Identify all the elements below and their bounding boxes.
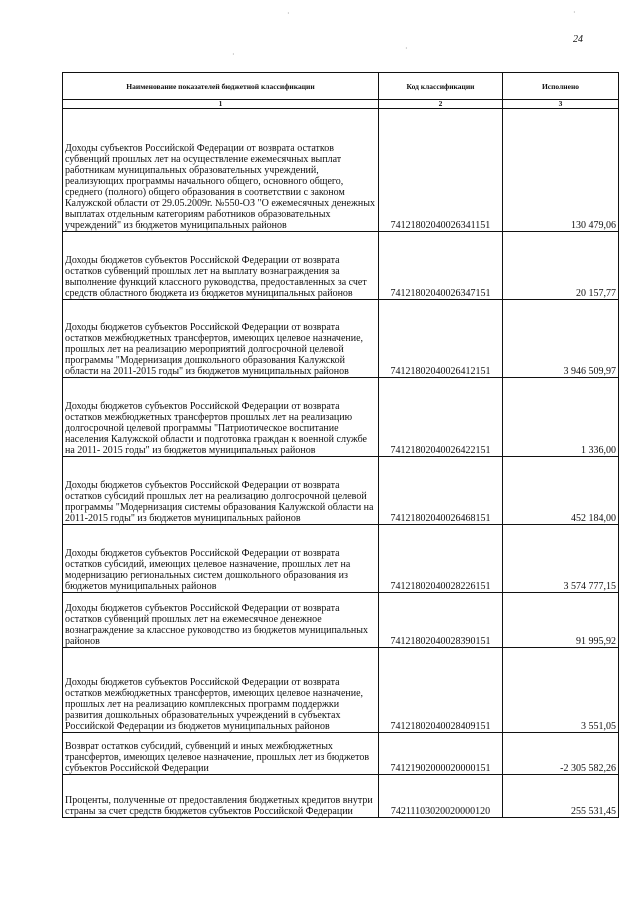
row-description xyxy=(63,648,379,733)
row-description-text: Доходы бюджетов субъектов Российской Федерации от возврата остатков субсидий, имеющих целевое назначение, прошлых лет на модернизацию региональных систем дошкольного образования из бюджетов муниципальных районов xyxy=(65,548,351,592)
row-description xyxy=(63,232,379,300)
row-description-text: Доходы бюджетов субъектов Российской Федерации от возврата остатков межбюджетных трансфертов, имеющих целевое назначение, прошлых лет на реализацию мероприятий долгосрочной целевой программы "Модернизация дошкольного образования Калужской области на 2011-2015 годы" из бюджетов муниципальных районов xyxy=(65,322,364,377)
row-code: 74211103020020000120 xyxy=(379,775,503,818)
column-number: 3 xyxy=(503,100,619,109)
row-description xyxy=(63,525,379,593)
scan-speck: · xyxy=(232,50,235,59)
row-description xyxy=(63,378,379,457)
row-amount: -2 305 582,26 xyxy=(503,733,619,775)
row-code: 74121902000020000151 xyxy=(379,733,503,775)
table-row xyxy=(63,525,619,593)
row-description xyxy=(63,457,379,525)
table-row xyxy=(63,378,619,457)
row-description xyxy=(63,109,379,232)
row-amount: 1 336,00 xyxy=(503,378,619,457)
table-header-row xyxy=(63,73,619,100)
row-description-text: Возврат остатков субсидий, субвенций и иных межбюджетных трансфертов, имеющих целевое назначение, прошлых лет из бюджетов субъектов Российской Федерации xyxy=(65,741,370,774)
column-number: 2 xyxy=(379,100,503,109)
row-amount: 3 551,05 xyxy=(503,648,619,733)
table-row xyxy=(63,300,619,378)
column-header-code: Код классификации xyxy=(379,73,503,100)
scan-speck: · xyxy=(573,8,576,17)
budget-report-table xyxy=(62,72,619,818)
row-code: 74121802040026412151 xyxy=(379,300,503,378)
table-row xyxy=(63,109,619,232)
row-description-text: Проценты, полученные от предоставления бюджетных кредитов внутри страны за счет средств бюджетов субъектов Российской Федерации xyxy=(65,795,373,817)
row-code: 74121802040026422151 xyxy=(379,378,503,457)
column-number: 1 xyxy=(63,100,379,109)
scan-speck: · xyxy=(405,44,408,53)
row-amount: 3 946 509,97 xyxy=(503,300,619,378)
table-row xyxy=(63,457,619,525)
row-code: 74121802040028409151 xyxy=(379,648,503,733)
row-description-text: Доходы субъектов Российской Федерации от возврата остатков субвенций прошлых лет на осуществление ежемесячных выплат работникам муниципальных образовательных учреждений, реализующих программы начального общего, основного общего, среднего (полного) общего образования в соответствии с законом Калужской области от 29.05.2009г. №550-ОЗ "О ежемесячных денежных выплатах отдельным категориям работников образовательных учреждений" из бюджетов муниципальных районов xyxy=(65,143,375,231)
page-number: 24 xyxy=(573,34,583,45)
row-code: 74121802040026347151 xyxy=(379,232,503,300)
column-header-executed: Исполнено xyxy=(503,73,619,100)
row-description-text: Доходы бюджетов субъектов Российской Федерации от возврата остатков межбюджетных трансфертов прошлых лет на реализацию долгосрочной целевой программы "Патриотическое воспитание населения Калужской области и подготовка граждан к военной службе на 2011- 2015 годы" из бюджетов муниципальных районов xyxy=(65,401,367,456)
row-amount: 255 531,45 xyxy=(503,775,619,818)
row-code: 74121802040028390151 xyxy=(379,593,503,648)
row-amount: 91 995,92 xyxy=(503,593,619,648)
table-row xyxy=(63,775,619,818)
row-description-text: Доходы бюджетов субъектов Российской Федерации от возврата остатков межбюджетных трансфертов, имеющих целевое назначение, прошлых лет на реализацию комплексных программ поддержки развития дошкольных образовательных учреждений в субъектах Российской Федерации из бюджетов муниципальных районов xyxy=(65,677,364,732)
table-row xyxy=(63,733,619,775)
row-code: 74121802040028226151 xyxy=(379,525,503,593)
row-code: 74121802040026341151 xyxy=(379,109,503,232)
table-row xyxy=(63,648,619,733)
row-amount: 3 574 777,15 xyxy=(503,525,619,593)
row-amount: 130 479,06 xyxy=(503,109,619,232)
table-row xyxy=(63,232,619,300)
row-description-text: Доходы бюджетов субъектов Российской Федерации от возврата остатков субвенций прошлых лет на ежемесячное денежное вознаграждение за классное руководство из бюджетов муниципальных районов xyxy=(65,603,368,647)
column-header-name: Наименование показателей бюджетной классификации xyxy=(63,73,379,100)
row-code: 74121802040026468151 xyxy=(379,457,503,525)
table-row xyxy=(63,593,619,648)
row-description xyxy=(63,300,379,378)
row-description-text: Доходы бюджетов субъектов Российской Федерации от возврата остатков субсидий прошлых лет на реализацию долгосрочной целевой программы "Модернизация системы образования Калужской области на 2011-2015 годы" из бюджетов муниципальных районов xyxy=(65,480,374,524)
row-description-text: Доходы бюджетов субъектов Российской Федерации от возврата остатков субвенций прошлых лет на выплату вознаграждения за выполнение функций классного руководства, предоставленных за счет средств областного бюджета из бюджетов муниципальных районов xyxy=(65,255,367,299)
column-number-row xyxy=(63,100,619,109)
row-description xyxy=(63,593,379,648)
row-amount: 20 157,77 xyxy=(503,232,619,300)
scan-speck: · xyxy=(287,9,290,18)
row-amount: 452 184,00 xyxy=(503,457,619,525)
row-description xyxy=(63,775,379,818)
row-description xyxy=(63,733,379,775)
